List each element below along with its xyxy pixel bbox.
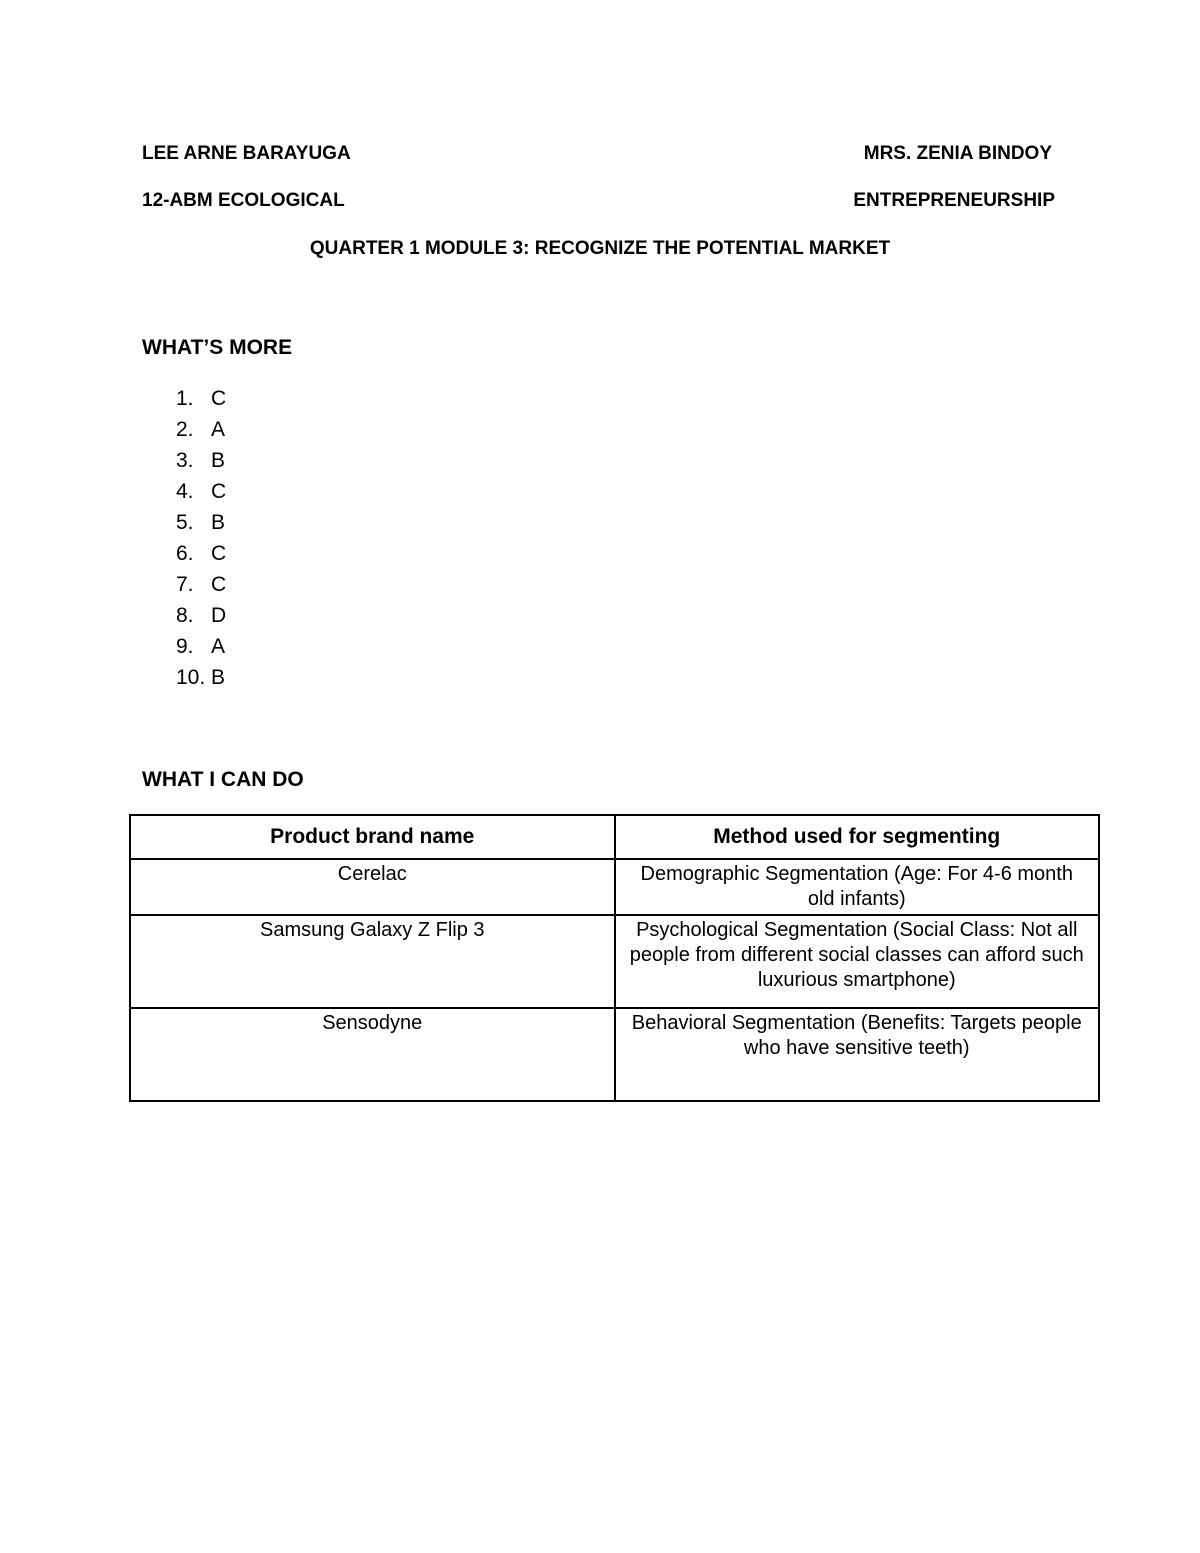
item-answer: A [211,418,226,441]
item-answer: B [211,449,226,472]
table-row [130,859,1099,915]
method-cell: Behavioral Segmentation (Benefits: Targets people who have sensitive teeth) [615,1008,1100,1101]
whats-more-heading: WHAT’S MORE [142,336,293,359]
item-number: 10. [176,666,206,689]
list-item [176,541,226,572]
item-number: 1. [176,387,194,410]
list-item [176,665,226,696]
item-answer: B [211,511,226,534]
module-title: QUARTER 1 MODULE 3: RECOGNIZE THE POTENTIAL MARKET [309,238,891,259]
brand-cell: Cerelac [130,859,615,915]
item-answer: D [211,604,227,627]
table-header-row [130,815,1099,859]
list-item [176,386,226,417]
brand-cell: Sensodyne [130,1008,615,1101]
item-number: 5. [176,511,194,534]
student-section: 12-ABM ECOLOGICAL [142,190,345,211]
item-number: 8. [176,604,194,627]
item-number: 9. [176,635,194,658]
item-number: 7. [176,573,194,596]
item-answer: C [211,573,227,596]
list-item [176,634,226,665]
answer-list [176,386,226,696]
list-item [176,603,226,634]
item-answer: C [211,480,227,503]
column-header-brand: Product brand name [130,815,615,859]
table-row [130,915,1099,1008]
list-item [176,510,226,541]
method-cell: Demographic Segmentation (Age: For 4-6 month old infants) [615,859,1100,915]
column-header-method: Method used for segmenting [615,815,1100,859]
item-number: 2. [176,418,194,441]
subject: ENTREPRENEURSHIP [853,190,1055,211]
item-answer: C [211,542,227,565]
student-name: LEE ARNE BARAYUGA [142,143,351,164]
list-item [176,448,226,479]
list-item [176,417,226,448]
item-number: 6. [176,542,194,565]
list-item [176,572,226,603]
item-number: 4. [176,480,194,503]
segmentation-table [129,814,1100,1102]
item-number: 3. [176,449,194,472]
item-answer: C [211,387,227,410]
method-cell: Psychological Segmentation (Social Class: Not all people from different social classes can afford such luxurious smartphone) [615,915,1100,1008]
teacher-name: MRS. ZENIA BINDOY [863,143,1052,164]
item-answer: A [211,635,226,658]
item-answer: B [211,666,226,689]
what-i-can-do-heading: WHAT I CAN DO [142,768,304,791]
list-item [176,479,226,510]
brand-cell: Samsung Galaxy Z Flip 3 [130,915,615,1008]
table-row [130,1008,1099,1101]
